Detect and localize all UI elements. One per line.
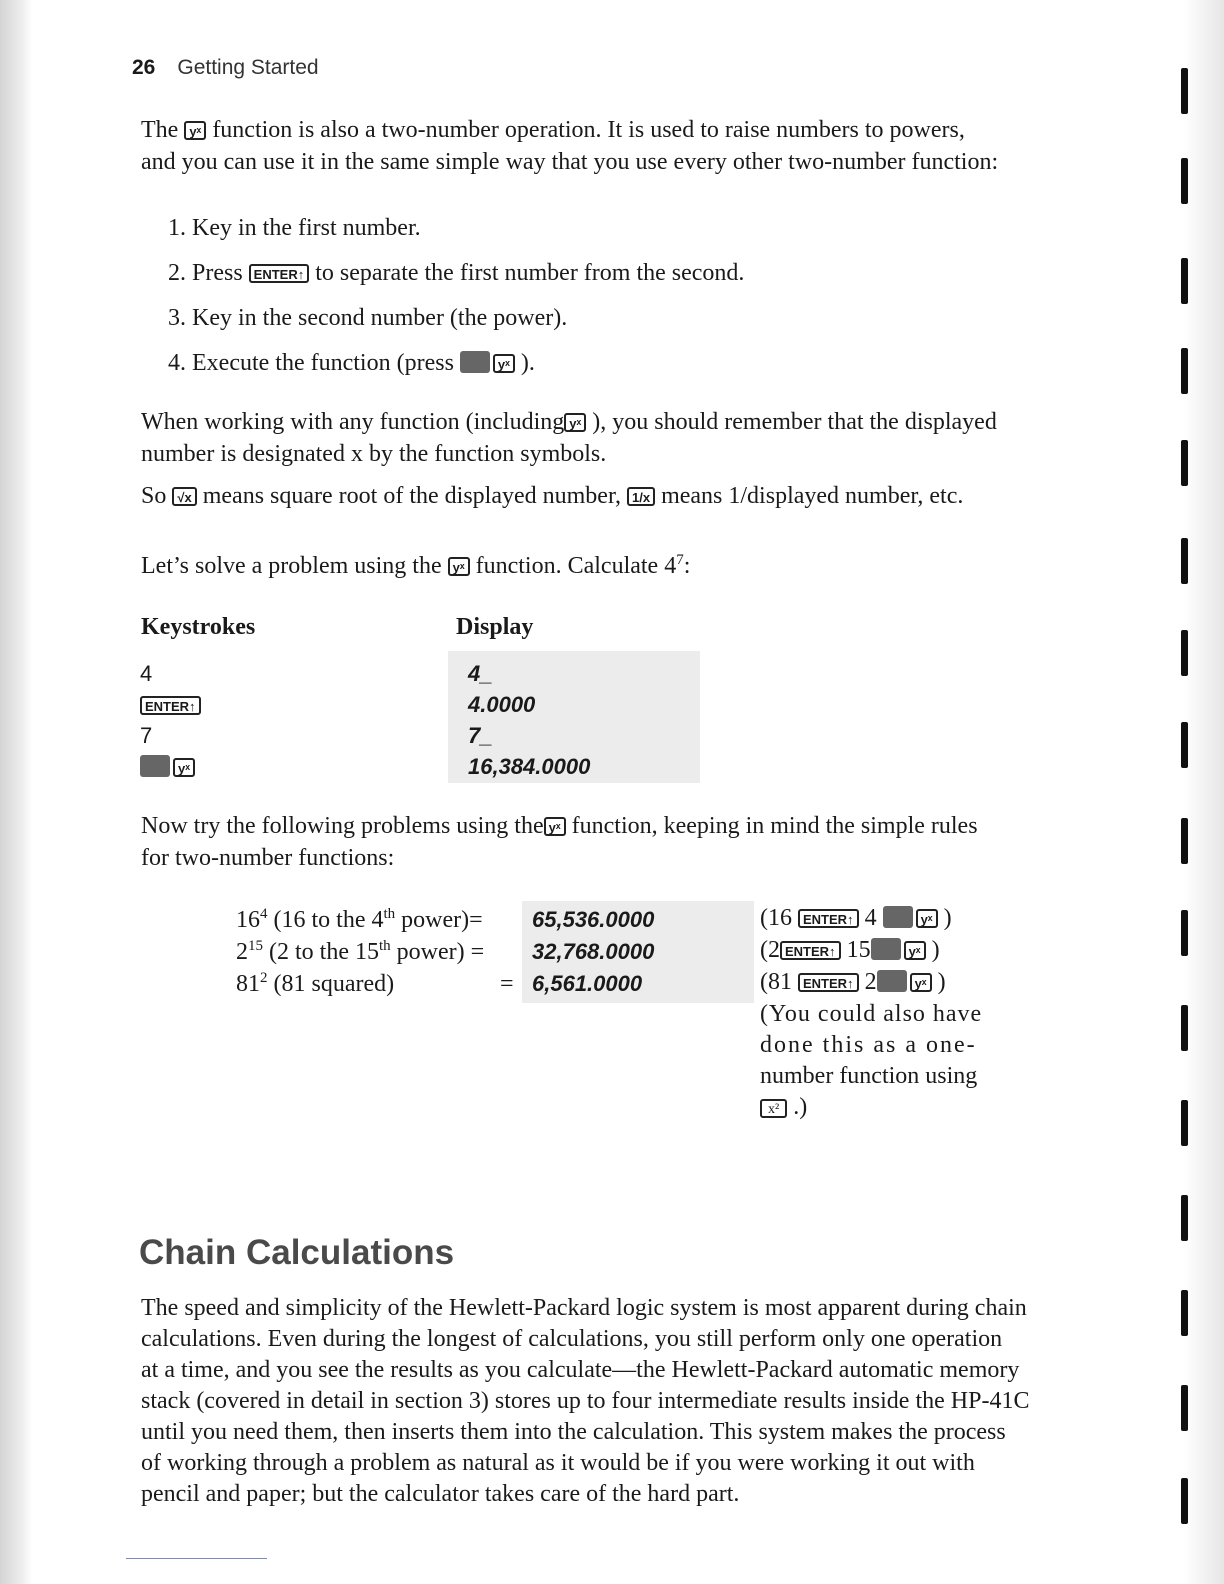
step-text: ). (520, 350, 535, 376)
running-header (132, 56, 319, 80)
enter-key-icon: ENTER↑ (798, 909, 859, 928)
intro-line-2: and you can use it in the same simple way that you use every other two-number function: (141, 149, 999, 175)
note-text: ), you should remember that the displayed (592, 409, 997, 435)
note-text: means square root of the displayed number, (202, 483, 621, 509)
shift-key-icon (460, 351, 490, 373)
problem-text: (81 squared) (267, 971, 395, 997)
problem-keystroke-row (760, 966, 1060, 998)
enter-key-icon: ENTER↑ (798, 973, 859, 992)
keystroke-row: 4 (140, 661, 153, 686)
step-text: Execute the function (press (192, 350, 454, 376)
keystroke-text: 15 (846, 937, 871, 963)
chain-line: The speed and simplicity of the Hewlett-Packard logic system is most apparent during chain (141, 1295, 1027, 1321)
keystroke-row: 7 (140, 723, 153, 748)
binding-mark (1181, 1100, 1188, 1146)
ordinal-suffix: th (378, 938, 391, 954)
step-number: 3. (168, 305, 186, 331)
chain-line: at a time, and you see the results as you calculate—the Hewlett-Packard automatic memory (141, 1357, 1020, 1383)
step-text: to separate the first number from the second. (315, 260, 745, 286)
binding-mark (1181, 1005, 1188, 1051)
reciprocal-key-icon: 1/x (627, 487, 655, 506)
left-page-shadow (0, 0, 32, 1584)
section-heading: Chain Calculations (139, 1233, 455, 1272)
exponent: 7 (676, 552, 684, 568)
intro-text: function is also a two-number operation. It is used to raise numbers to powers, (212, 117, 965, 143)
step-number: 4. (168, 350, 186, 376)
chain-line: of working through a problem as natural as it would be if you were working it out with (141, 1450, 975, 1476)
page-number: 26 (132, 56, 156, 79)
yx-key-icon: yˣ (544, 817, 566, 836)
enter-key-icon: ENTER↑ (249, 264, 310, 283)
yx-key-icon: yˣ (184, 121, 206, 140)
shift-key-icon (883, 906, 913, 928)
chain-line: stack (covered in detail in section 3) stores up to four intermediate results inside the HP-41C (141, 1388, 1030, 1414)
step-item (168, 257, 1068, 302)
display-panel (448, 651, 700, 783)
chain-paragraph (141, 1293, 1097, 1510)
side-note-line: (You could also have (760, 1001, 983, 1027)
problem-keystrokes (760, 902, 1060, 1122)
intro-line-1 (141, 114, 1101, 146)
keystroke-text: (81 (760, 969, 792, 995)
problem-text: power) = (390, 939, 485, 965)
keystrokes-heading: Keystrokes (141, 614, 256, 640)
yx-key-icon: yˣ (493, 354, 515, 373)
keystrokes-column (140, 658, 201, 782)
problem-text: power)= (395, 907, 483, 933)
step-text: Key in the second number (the power). (192, 305, 568, 331)
steps-list (168, 212, 1068, 392)
solve-text: Let’s solve a problem using the (141, 553, 442, 579)
chain-line: pencil and paper; but the calculator takes care of the hard part. (141, 1481, 740, 1507)
ordinal-suffix: th (383, 906, 396, 922)
shift-key-icon (871, 938, 901, 960)
keystroke-text: (16 (760, 905, 792, 931)
equals-sign: = (500, 971, 514, 997)
note-text: When working with any function (including (141, 409, 565, 435)
display-value: 16,384.0000 (468, 754, 591, 779)
step-number: 1. (168, 215, 186, 241)
binding-mark (1181, 722, 1188, 768)
problem-result: 32,768.0000 (532, 939, 655, 964)
binding-mark (1181, 818, 1188, 864)
binding-mark (1181, 538, 1188, 584)
step-text: Key in the first number. (192, 215, 421, 241)
binding-mark (1181, 348, 1188, 394)
problem-result: 6,561.0000 (532, 971, 643, 996)
chain-line: calculations. Even during the longest of calculations, you still perform only one operation (141, 1326, 1003, 1352)
problem-result: 65,536.0000 (532, 907, 655, 932)
x-squared-key-icon: x² (760, 1099, 787, 1118)
now-try-line-2: for two-number functions: (141, 845, 395, 871)
step-text: Press (192, 260, 243, 286)
problem-base: 2 (236, 939, 248, 965)
problem-base: 16 (236, 907, 260, 933)
note-text: means 1/displayed number, etc. (661, 483, 964, 509)
now-try-text: function, keeping in mind the simple rules (571, 813, 978, 839)
solve-intro (141, 550, 1101, 582)
binding-mark (1181, 1385, 1188, 1431)
binding-mark (1181, 258, 1188, 304)
yx-key-icon: yˣ (448, 557, 470, 576)
keystroke-text: 2 (864, 969, 877, 995)
chain-line: until you need them, then inserts them into the calculation. This system makes the process (141, 1419, 1006, 1445)
problem-base: 81 (236, 971, 260, 997)
shift-key-icon (140, 755, 170, 777)
enter-key-icon: ENTER↑ (140, 696, 201, 715)
now-try-text: Now try the following problems using the (141, 813, 544, 839)
display-value: 4_ (468, 661, 493, 686)
yx-key-icon: yˣ (904, 941, 926, 960)
solve-text: : (683, 553, 691, 579)
solve-text: function. Calculate 4 (475, 553, 677, 579)
step-item (168, 302, 1068, 347)
keystroke-row (140, 689, 201, 720)
keystroke-text: ) (931, 937, 940, 963)
exponent: 2 (260, 970, 268, 986)
keystroke-text: ) (937, 969, 946, 995)
keystroke-text: (2 (760, 937, 780, 963)
side-note-line: done this as a one- (760, 1032, 977, 1058)
binding-mark (1181, 1478, 1188, 1524)
exponent: 15 (248, 938, 263, 954)
shift-key-icon (877, 970, 907, 992)
intro-paragraph (141, 114, 1101, 178)
running-title: Getting Started (177, 56, 319, 79)
yx-key-icon: yˣ (916, 909, 938, 928)
problem-keystroke-row (760, 934, 1060, 966)
display-value: 4.0000 (468, 692, 536, 717)
problem-row (236, 968, 514, 1000)
display-value: 7_ (468, 723, 493, 748)
problem-text: (16 to the 4 (267, 907, 384, 933)
step-item (168, 347, 1068, 392)
keystroke-row (140, 751, 201, 782)
note-line-3 (141, 480, 1101, 512)
problem-keystroke-row (760, 902, 1060, 934)
problem-list (236, 904, 514, 1000)
problem-row (236, 936, 484, 968)
problem-row (236, 904, 484, 936)
yx-key-icon: yˣ (564, 413, 586, 432)
binding-mark (1181, 440, 1188, 486)
binding-mark (1181, 1290, 1188, 1336)
keystroke-text: ) (943, 905, 952, 931)
keystroke-text: 4 (864, 905, 877, 931)
step-item (168, 212, 1068, 257)
sqrt-key-icon: √x (172, 487, 196, 506)
function-note-paragraph (141, 406, 1101, 512)
note-line-2: number is designated x by the function symbols. (141, 441, 607, 467)
right-page-edge (1184, 0, 1224, 1584)
display-values (448, 651, 700, 782)
binding-mark (1181, 1195, 1188, 1241)
binding-mark (1181, 630, 1188, 676)
binding-mark (1181, 68, 1188, 114)
side-note-line (760, 1091, 1060, 1122)
now-try-paragraph (141, 810, 1101, 874)
step-number: 2. (168, 260, 186, 286)
exponent: 4 (260, 906, 268, 922)
side-note-line: number function using (760, 1063, 978, 1089)
binding-mark (1181, 910, 1188, 956)
now-try-line-1 (141, 810, 1101, 842)
binding-mark (1181, 158, 1188, 204)
problem-text: (2 to the 15 (263, 939, 379, 965)
problem-results (532, 904, 654, 1000)
side-note-text: .) (793, 1094, 808, 1120)
enter-key-icon: ENTER↑ (780, 941, 841, 960)
intro-text: The (141, 117, 179, 143)
note-line-1 (141, 406, 1101, 438)
yx-key-icon: yˣ (173, 758, 195, 777)
display-heading: Display (456, 614, 534, 640)
footnote-rule (126, 1558, 267, 1559)
yx-key-icon: yˣ (910, 973, 932, 992)
note-text: So (141, 483, 167, 509)
